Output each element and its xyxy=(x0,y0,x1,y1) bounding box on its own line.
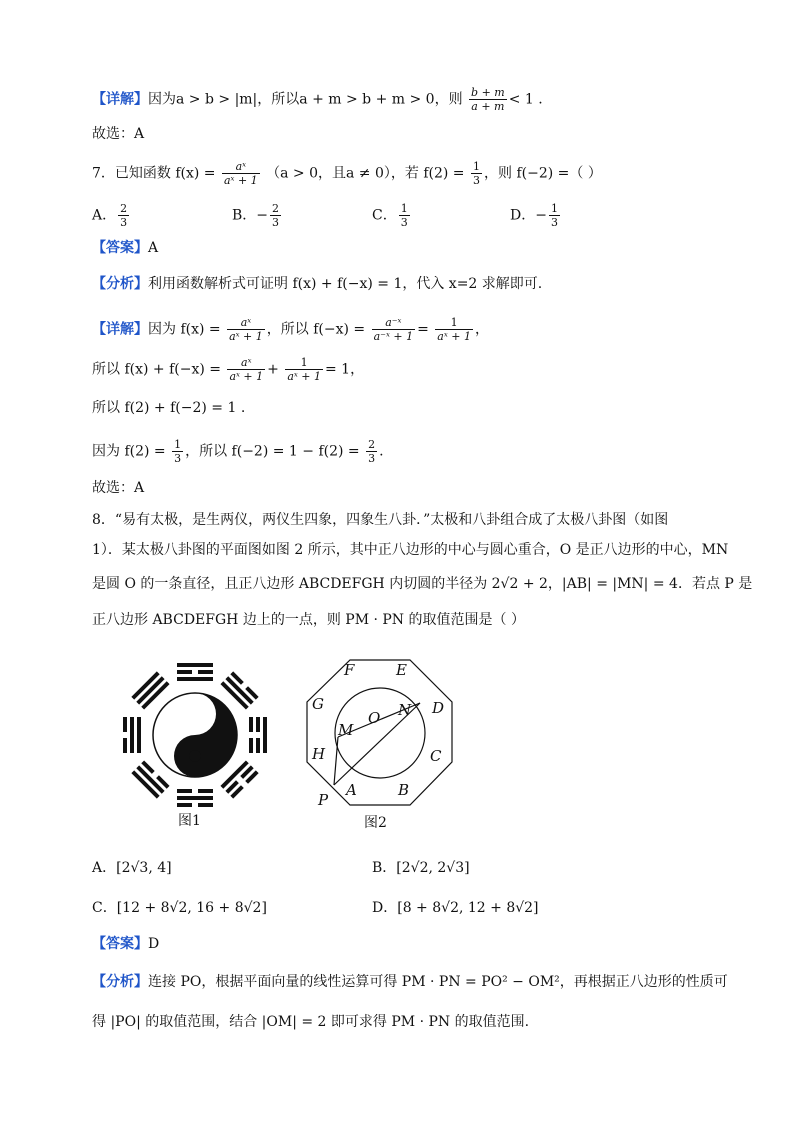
num: 2 xyxy=(368,438,376,451)
den: aˣ + 1 xyxy=(229,330,263,343)
label-d: D xyxy=(432,699,445,717)
text: 因为 f(2) = xyxy=(92,443,166,460)
label-e: E xyxy=(396,661,407,679)
q7-stem-pre: 7．已知函数 f(x) = xyxy=(92,165,216,182)
num: 1 xyxy=(174,438,182,451)
trigram xyxy=(177,789,213,807)
option-label: A． xyxy=(92,860,117,876)
option-num: 1 xyxy=(550,202,558,215)
q7-stem-fraction xyxy=(222,160,260,187)
trigram xyxy=(123,717,141,753)
text: . xyxy=(379,443,384,460)
label-n: N xyxy=(398,701,412,719)
option-text: [8 + 8√2, 12 + 8√2] xyxy=(397,900,539,916)
den: aˣ + 1 xyxy=(229,370,264,383)
num: aˣ xyxy=(227,316,265,330)
q8-analysis-text-1: 连接 PO，根据平面向量的线性运算可得 PM · PN = PO² − OM²，再根据正八边形的性质可 xyxy=(148,974,728,990)
octagon-figure xyxy=(300,655,460,815)
fraction xyxy=(172,438,183,465)
q8-answer xyxy=(92,934,159,954)
label-o: O xyxy=(368,709,381,727)
q7-option-b xyxy=(232,202,283,229)
q7-stem-mid: （a > 0，且a ≠ 0），若 f(2) = xyxy=(266,165,465,182)
trigram xyxy=(220,760,258,798)
q7-stem-val xyxy=(471,160,482,187)
trigram xyxy=(249,717,267,753)
q7-stem-val-den: 3 xyxy=(473,174,480,187)
label-b: B xyxy=(398,781,410,799)
q6-detail-text: 因为a > b > |m|，所以a + m > b + m > 0，则 xyxy=(148,91,463,108)
num: aˣ xyxy=(227,356,265,370)
option-label: A． xyxy=(92,207,117,224)
figure-2-caption: 图2 xyxy=(364,815,387,831)
den: aˣ + 1 xyxy=(437,330,471,343)
q6-frac-num: b + m xyxy=(471,86,505,99)
q7-option-a xyxy=(92,202,131,229)
den: 3 xyxy=(174,452,182,465)
detail-tag: 【详解】 xyxy=(92,321,148,338)
q6-detail-line xyxy=(92,86,543,113)
label-m: M xyxy=(338,721,354,739)
text: 所以 f(x) + f(−x) = xyxy=(92,361,221,378)
q8-stem-line-1: 8．“易有太极，是生两仪，两仪生四象，四象生八卦．”太极和八卦组合成了太极八卦图（如图 xyxy=(92,512,669,528)
label-f: F xyxy=(344,661,355,679)
q7-stem-post: ，则 f(−2) =（ ） xyxy=(484,165,602,182)
label-h: H xyxy=(312,745,326,763)
answer-tag: 【答案】 xyxy=(92,936,148,952)
option-den: 3 xyxy=(120,216,128,229)
text: ，所以 f(−x) = xyxy=(266,321,366,338)
fraction xyxy=(227,316,265,343)
option-fraction xyxy=(549,202,560,229)
label-a: A xyxy=(346,781,357,799)
q7-stem-val-num: 1 xyxy=(473,160,480,173)
q7-answer-value: A xyxy=(148,240,159,256)
label-g: G xyxy=(312,695,324,713)
fraction xyxy=(372,316,415,343)
text: ， xyxy=(474,321,489,338)
q8-option-c xyxy=(92,898,267,918)
text: ，所以 f(−2) = 1 − f(2) = xyxy=(185,443,360,460)
fraction xyxy=(366,438,377,465)
option-label: B． xyxy=(372,860,397,876)
option-label: C． xyxy=(92,900,117,916)
den: aˣ + 1 xyxy=(287,370,321,383)
q7-answer xyxy=(92,238,158,258)
trigram xyxy=(131,760,169,798)
q7-analysis-text: 利用函数解析式可证明 f(x) + f(−x) = 1，代入 x=2 求解即可. xyxy=(148,276,543,292)
q7-stem-num: aˣ xyxy=(222,160,260,174)
text: = 1， xyxy=(324,361,365,378)
q8-option-a xyxy=(92,858,172,878)
label-c: C xyxy=(430,747,442,765)
option-fraction xyxy=(270,202,281,229)
q6-frac-den: a + m xyxy=(471,100,505,113)
option-den: 3 xyxy=(550,216,558,229)
option-num: 2 xyxy=(272,202,280,215)
answer-tag: 【答案】 xyxy=(92,240,148,256)
analysis-tag: 【分析】 xyxy=(92,276,148,292)
option-sign: − xyxy=(256,207,269,224)
option-label: C． xyxy=(372,207,397,224)
option-label: B． xyxy=(232,207,257,224)
q8-stem-line-3: 是圆 O 的一条直径，且正八边形 ABCDEFGH 内切圆的半径为 2√2 + 2，|AB| = |MN| = 4．若点 P 是 xyxy=(92,576,753,592)
num: a⁻ˣ xyxy=(372,316,415,330)
regular-octagon xyxy=(307,660,452,805)
q8-stem-line-2: 1）．某太极八卦图的平面图如图 2 所示，其中正八边形的中心与圆心重合，O 是正八边形的中心，MN xyxy=(92,542,729,558)
q7-detail-3: 所以 f(2) + f(−2) = 1 . xyxy=(92,400,246,416)
trigram xyxy=(220,671,258,709)
option-num: 1 xyxy=(400,202,408,215)
detail-tag: 【详解】 xyxy=(92,91,148,108)
q7-detail-2 xyxy=(92,356,364,383)
fraction xyxy=(285,356,323,383)
q6-choose: 故选：A xyxy=(92,126,145,142)
q7-stem xyxy=(92,160,602,187)
option-den: 3 xyxy=(400,216,408,229)
option-fraction xyxy=(118,202,129,229)
option-num: 2 xyxy=(120,202,128,215)
q7-detail-1 xyxy=(92,316,489,343)
q6-fraction xyxy=(469,86,507,113)
q7-choose: 故选：A xyxy=(92,480,145,496)
q7-analysis xyxy=(92,274,542,294)
option-fraction xyxy=(399,202,410,229)
option-text: [12 + 8√2, 16 + 8√2] xyxy=(116,900,267,916)
trigram xyxy=(177,663,213,681)
fraction xyxy=(435,316,473,343)
q7-option-d xyxy=(510,202,562,229)
option-label: D． xyxy=(510,207,536,224)
text: = xyxy=(417,321,429,338)
trigram xyxy=(131,671,169,709)
option-den: 3 xyxy=(272,216,280,229)
q8-option-b xyxy=(372,858,470,878)
q7-option-c xyxy=(372,202,412,229)
text: + xyxy=(267,361,279,378)
option-text: [2√3, 4] xyxy=(116,860,172,876)
q8-analysis-line-2: 得 |PO| 的取值范围，结合 |OM| = 2 即可求得 PM · PN 的取值范围. xyxy=(92,1014,530,1030)
analysis-tag: 【分析】 xyxy=(92,974,148,990)
q8-answer-value: D xyxy=(148,936,160,952)
taiji-bagua-figure xyxy=(120,660,270,810)
q7-detail-4 xyxy=(92,438,384,465)
q8-option-d xyxy=(372,898,539,918)
num: 1 xyxy=(285,356,323,370)
q7-stem-den: aˣ + 1 xyxy=(224,174,258,187)
text: 因为 f(x) = xyxy=(148,321,221,338)
q6-tail: < 1 . xyxy=(508,91,543,108)
yin-yang-symbol xyxy=(153,693,237,777)
q8-stem-line-4: 正八边形 ABCDEFGH 边上的一点，则 PM · PN 的取值范围是（ ） xyxy=(92,612,525,628)
option-text: [2√2, 2√3] xyxy=(396,860,470,876)
fraction xyxy=(227,356,265,383)
figure-1-caption: 图1 xyxy=(178,813,201,829)
option-sign: − xyxy=(535,207,547,224)
option-label: D． xyxy=(372,900,398,916)
num: 1 xyxy=(435,316,473,330)
label-p: P xyxy=(318,791,329,809)
q8-analysis-line-1 xyxy=(92,972,728,992)
den: 3 xyxy=(368,452,376,465)
den: a⁻ˣ + 1 xyxy=(373,330,414,343)
